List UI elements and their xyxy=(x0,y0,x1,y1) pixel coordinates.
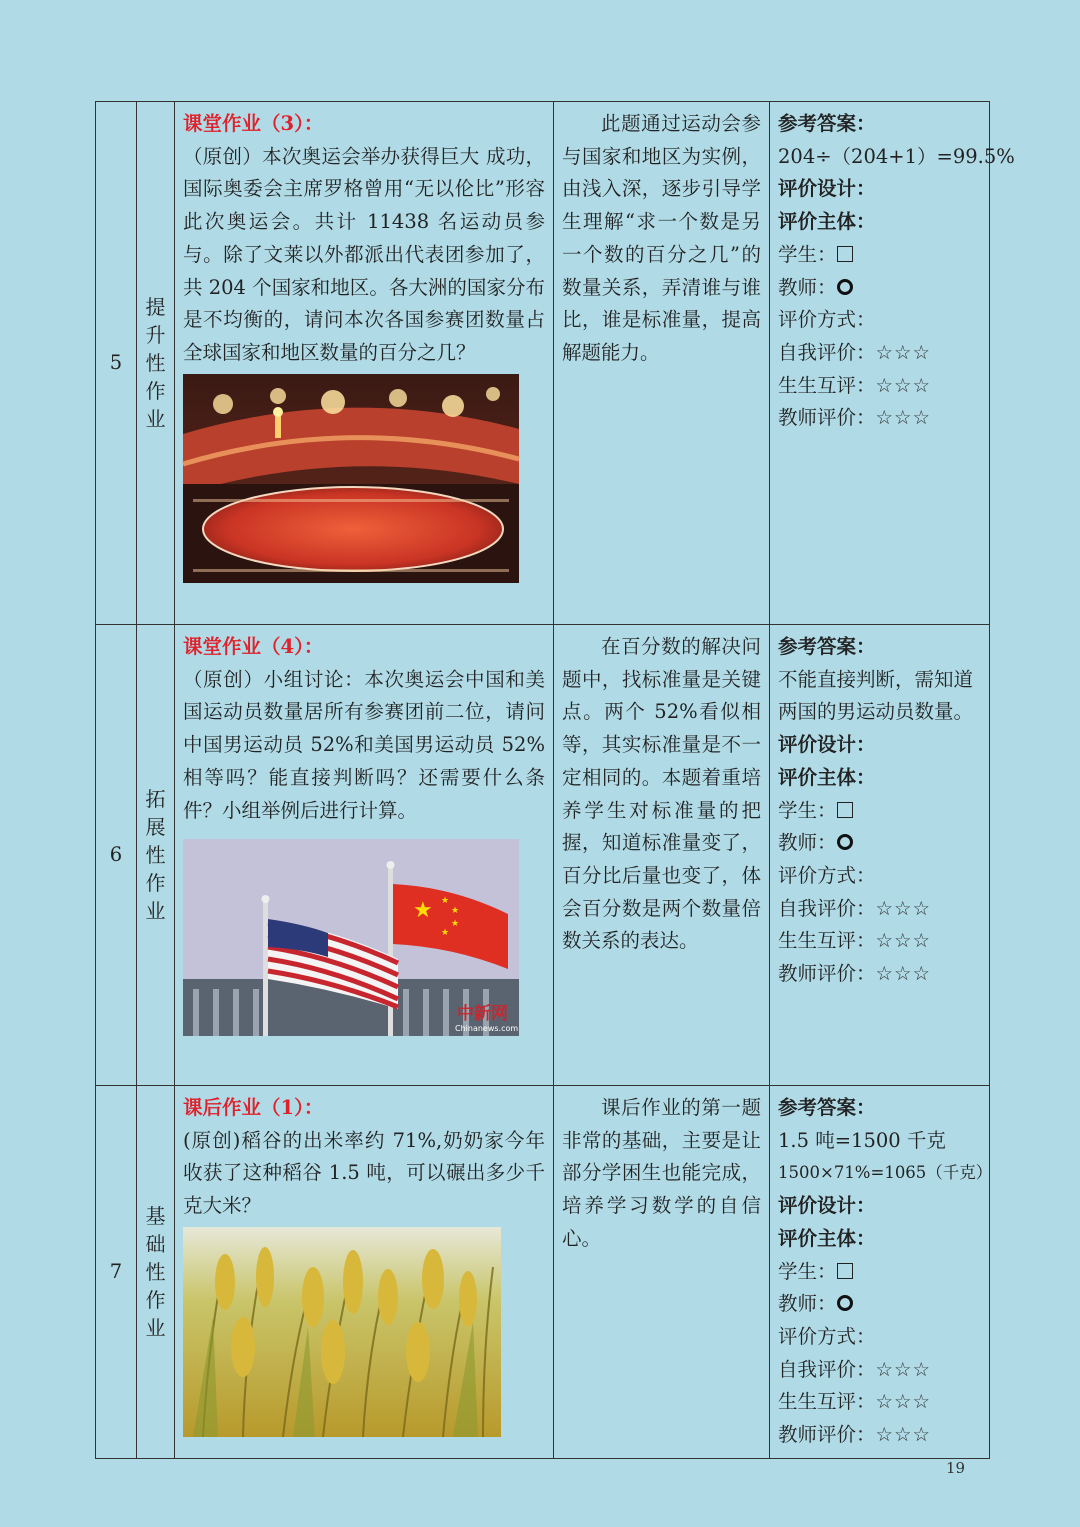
design-cell xyxy=(554,1086,770,1459)
answer-line: 1500×71%=1065（千克） xyxy=(778,1163,993,1183)
homework-table xyxy=(95,101,1015,1459)
star-rating: ☆☆☆ xyxy=(875,929,931,953)
svg-text:★: ★ xyxy=(441,896,450,907)
checkbox-icon xyxy=(837,1263,853,1279)
eval-method-label: 评价方式： xyxy=(778,863,876,887)
task-title: 课后作业（1）： xyxy=(183,1096,324,1119)
page-number: 19 xyxy=(946,1459,966,1477)
task-title: 课堂作业（3）： xyxy=(183,112,324,135)
design-cell xyxy=(554,102,770,625)
star-rating: ☆☆☆ xyxy=(875,406,931,430)
flags-photo xyxy=(183,839,519,1036)
eval-teacher: 教师： xyxy=(778,1288,981,1321)
star-rating: ☆☆☆ xyxy=(875,340,931,364)
category-cell xyxy=(137,102,175,625)
eval-self: 自我评价：☆☆☆ xyxy=(778,340,931,364)
svg-text:★: ★ xyxy=(451,919,460,930)
watermark-cn: 中新网 xyxy=(457,1004,508,1025)
answer-line: 204÷（204+1）=99.5% xyxy=(778,144,1015,168)
star-rating: ☆☆☆ xyxy=(875,1357,931,1381)
eval-teacher-rating: 教师评价：☆☆☆ xyxy=(778,962,931,986)
answer-label: 参考答案： xyxy=(778,635,876,658)
eval-method-label: 评价方式： xyxy=(778,1324,876,1348)
answer-label: 参考答案： xyxy=(778,1096,876,1119)
task-text: （原创）小组讨论：本次奥运会中国和美国运动员数量居所有参赛团前二位，请问中国男运动员 52%和美国男运动员 52%相等吗？能直接判断吗？还需要什么条件？小组举例后进行计算。 xyxy=(183,667,545,822)
eval-subject-label: 评价主体： xyxy=(778,210,876,234)
category-label: 基础性作业 xyxy=(145,1203,166,1340)
checkbox-icon xyxy=(837,802,853,818)
eval-design-label: 评价设计： xyxy=(778,1194,876,1218)
row-number: 5 xyxy=(96,102,137,625)
task-title: 课堂作业（4）： xyxy=(183,635,324,658)
eval-self: 自我评价：☆☆☆ xyxy=(778,896,931,920)
olympic-stadium-photo xyxy=(183,374,519,583)
category-label: 拓展性作业 xyxy=(145,787,166,923)
table-row xyxy=(96,625,990,1086)
answer-label: 参考答案： xyxy=(778,112,876,135)
star-rating: ☆☆☆ xyxy=(875,1390,931,1414)
answer-line: 1.5 吨=1500 千克 xyxy=(778,1128,946,1152)
eval-teacher-rating: 教师评价：☆☆☆ xyxy=(778,406,931,430)
circle-icon xyxy=(837,1295,853,1311)
category-cell xyxy=(137,625,175,1086)
circle-icon xyxy=(837,834,853,850)
task-cell xyxy=(175,1086,554,1459)
table-row xyxy=(96,102,990,625)
eval-student: 学生： xyxy=(778,239,981,272)
star-rating: ☆☆☆ xyxy=(875,1423,931,1447)
watermark-en: Chinanews.com xyxy=(455,1024,519,1034)
eval-student: 学生： xyxy=(778,795,981,828)
eval-subject-label: 评价主体： xyxy=(778,1226,876,1250)
star-rating: ☆☆☆ xyxy=(875,373,931,397)
rice-field-photo xyxy=(183,1227,501,1437)
eval-teacher: 教师： xyxy=(778,827,981,860)
answer-line: 不能直接判断，需知道两国的男运动员数量。 xyxy=(778,667,974,724)
eval-method-label: 评价方式： xyxy=(778,308,876,332)
eval-peer: 生生互评：☆☆☆ xyxy=(778,929,931,953)
svg-text:★: ★ xyxy=(451,906,460,917)
row-number: 6 xyxy=(96,625,137,1086)
row-number: 7 xyxy=(96,1086,137,1459)
task-cell xyxy=(175,625,554,1086)
answer-cell xyxy=(770,1086,993,1459)
eval-subject-label: 评价主体： xyxy=(778,765,876,789)
task-cell xyxy=(175,102,554,625)
svg-text:★: ★ xyxy=(413,898,433,924)
category-label: 提升性作业 xyxy=(145,295,166,431)
design-intent-text: 在百分数的解决问题中，找标准量是关键点。两个 52%看似相等，其实标准量是不一定相同的。本题着重培养学生对标准量的把握，知道标准量变了，百分比后量也变了，体会百分数是两个数量倍数关系的表达。 xyxy=(562,635,761,953)
eval-design-label: 评价设计： xyxy=(778,177,876,201)
svg-text:★: ★ xyxy=(441,928,450,939)
design-cell xyxy=(554,625,770,1086)
star-rating: ☆☆☆ xyxy=(875,896,931,920)
answer-cell xyxy=(770,102,1015,625)
category-cell xyxy=(137,1086,175,1459)
table-row xyxy=(96,1086,990,1459)
eval-peer: 生生互评：☆☆☆ xyxy=(778,1390,931,1414)
checkbox-icon xyxy=(837,246,853,262)
task-text: （原创）本次奥运会举办获得巨大 成功，国际奥委会主席罗格曾用“无以伦比”形容此次奥运会。共计 11438 名运动员参与。除了文莱以外都派出代表团参加了，共 204 个国家和地区。各大洲的国家分布是不均衡的，请问本次各国参赛团数量占全球国家和地区数量的百分之几？ xyxy=(183,144,545,364)
circle-icon xyxy=(837,279,853,295)
eval-peer: 生生互评：☆☆☆ xyxy=(778,373,931,397)
eval-student: 学生： xyxy=(778,1256,981,1289)
eval-self: 自我评价：☆☆☆ xyxy=(778,1357,931,1381)
star-rating: ☆☆☆ xyxy=(875,962,931,986)
eval-teacher: 教师： xyxy=(778,272,981,305)
eval-design-label: 评价设计： xyxy=(778,733,876,757)
design-intent-text: 课后作业的第一题非常的基础，主要是让部分学困生也能完成，培养学习数学的自信心。 xyxy=(562,1096,761,1250)
design-intent-text: 此题通过运动会参与国家和地区为实例，由浅入深，逐步引导学生理解“求一个数是另一个数的百分之几”的数量关系，弄清谁与谁比，谁是标准量，提高解题能力。 xyxy=(562,112,761,364)
task-text: (原创)稻谷的出米率约 71%,奶奶家今年收获了这种稻谷 1.5 吨，可以碾出多少千克大米？ xyxy=(183,1128,545,1218)
eval-teacher-rating: 教师评价：☆☆☆ xyxy=(778,1423,931,1447)
answer-cell xyxy=(770,625,990,1086)
